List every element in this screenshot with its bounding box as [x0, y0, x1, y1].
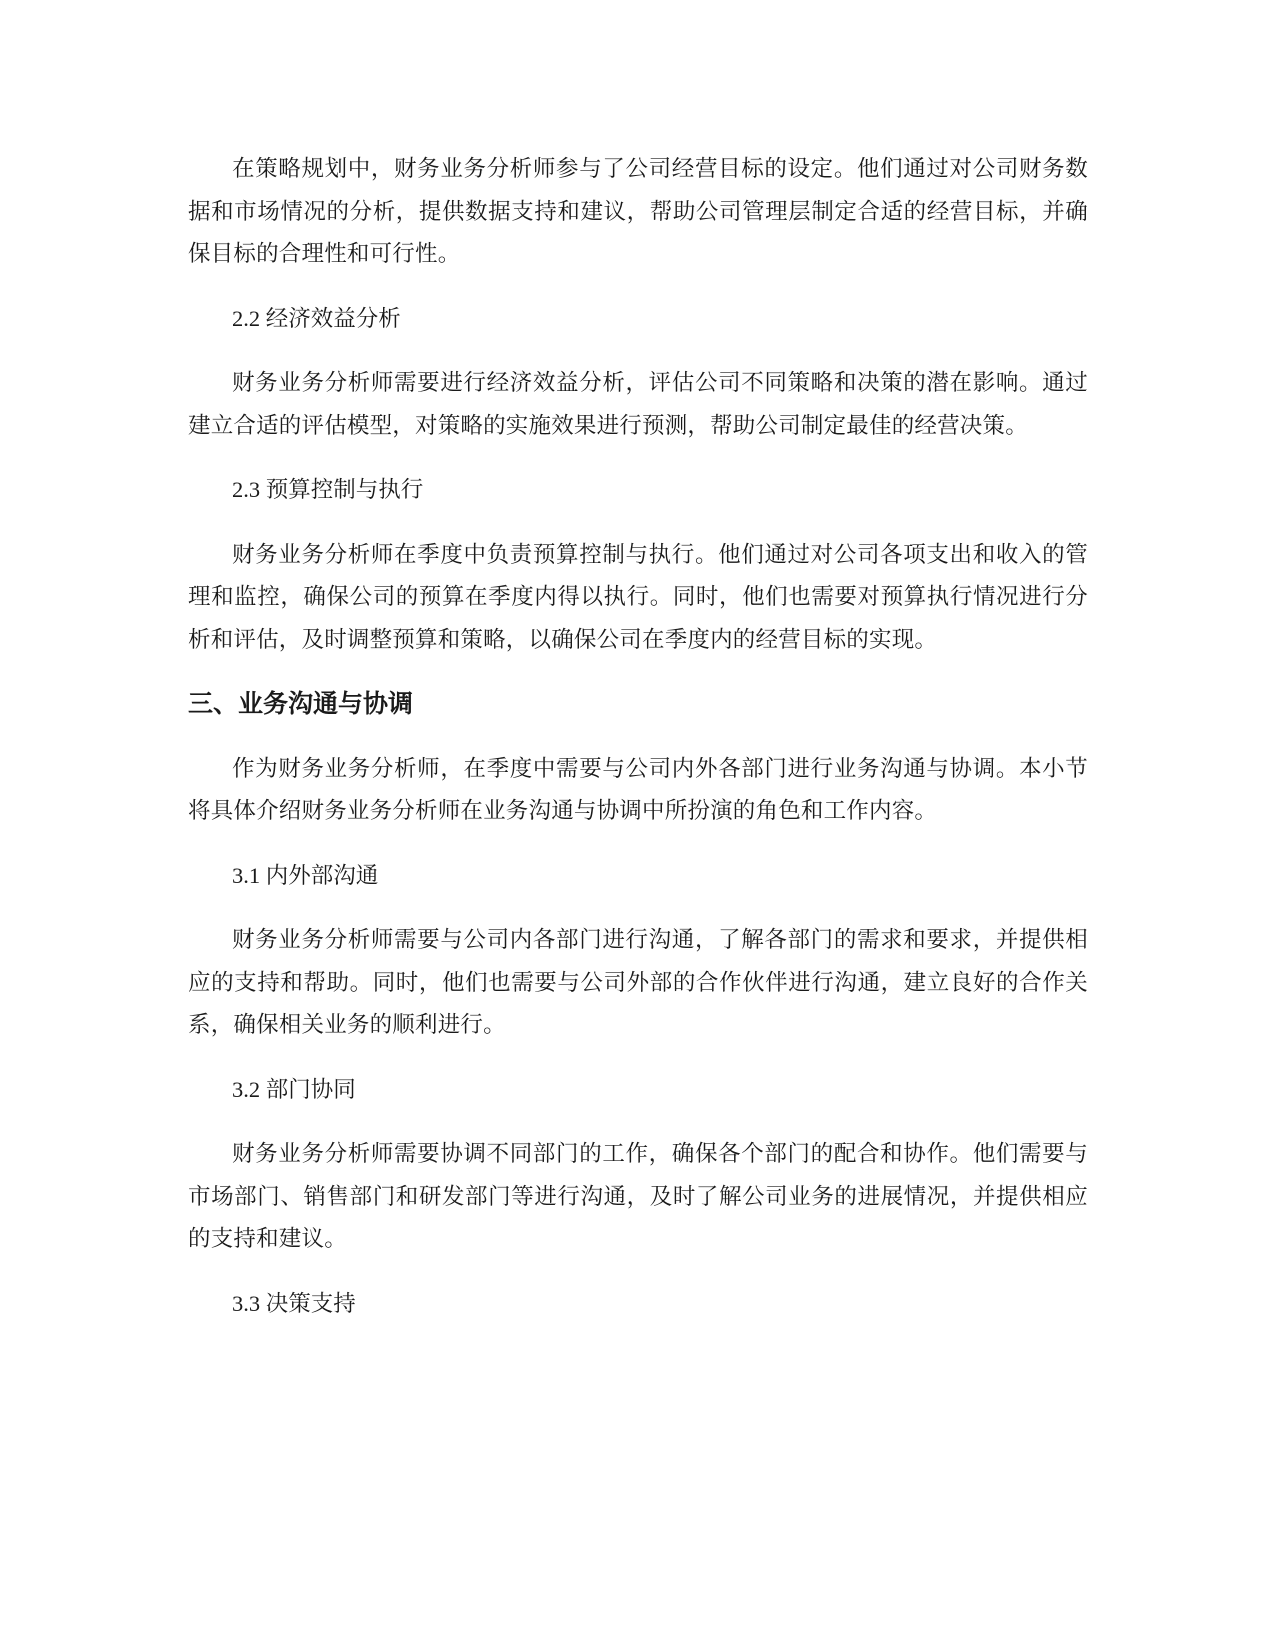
paragraph-business-communication: 作为财务业务分析师，在季度中需要与公司内外各部门进行业务沟通与协调。本小节将具体介绍财务业务分析师在业务沟通与协调中所扮演的角色和工作内容。 [188, 755, 1088, 824]
paragraph-economic-benefit: 财务业务分析师需要进行经济效益分析，评估公司不同策略和决策的潜在影响。通过建立合适的评估模型，对策略的实施效果进行预测，帮助公司制定最佳的经营决策。 [188, 370, 1088, 439]
section-heading-3: 三、业务沟通与协调 [188, 689, 414, 718]
paragraph-department-coordination: 财务业务分析师需要协调不同部门的工作，确保各个部门的配合和协作。他们需要与市场部门、销售部门和研发部门等进行沟通，及时了解公司业务的进展情况，并提供相应的支持和建议。 [188, 1141, 1088, 1252]
subsection-title-3-3: 3.3 决策支持 [232, 1290, 356, 1316]
subsection-title-3-1: 3.1 内外部沟通 [232, 862, 379, 888]
paragraph-budget-control: 财务业务分析师在季度中负责预算控制与执行。他们通过对公司各项支出和收入的管理和监控，确保公司的预算在季度内得以执行。同时，他们也需要对预算执行情况进行分析和评估，及时调整预算和策略，以确保公司在季度内的经营目标的实现。 [188, 541, 1088, 653]
subsection-title-3-2: 3.2 部门协同 [232, 1076, 356, 1102]
paragraph-internal-external-communication: 财务业务分析师需要与公司内各部门进行沟通，了解各部门的需求和要求，并提供相应的支持和帮助。同时，他们也需要与公司外部的合作伙伴进行沟通，建立良好的合作关系，确保相关业务的顺利进行。 [188, 927, 1088, 1038]
subsection-title-2-2: 2.2 经济效益分析 [232, 305, 401, 331]
document-body [188, 148, 1088, 1325]
subsection-title-2-3: 2.3 预算控制与执行 [232, 477, 424, 502]
paragraph-strategy-planning: 在策略规划中，财务业务分析师参与了公司经营目标的设定。他们通过对公司财务数据和市场情况的分析，提供数据支持和建议，帮助公司管理层制定合适的经营目标，并确保目标的合理性和可行性。 [188, 156, 1088, 267]
